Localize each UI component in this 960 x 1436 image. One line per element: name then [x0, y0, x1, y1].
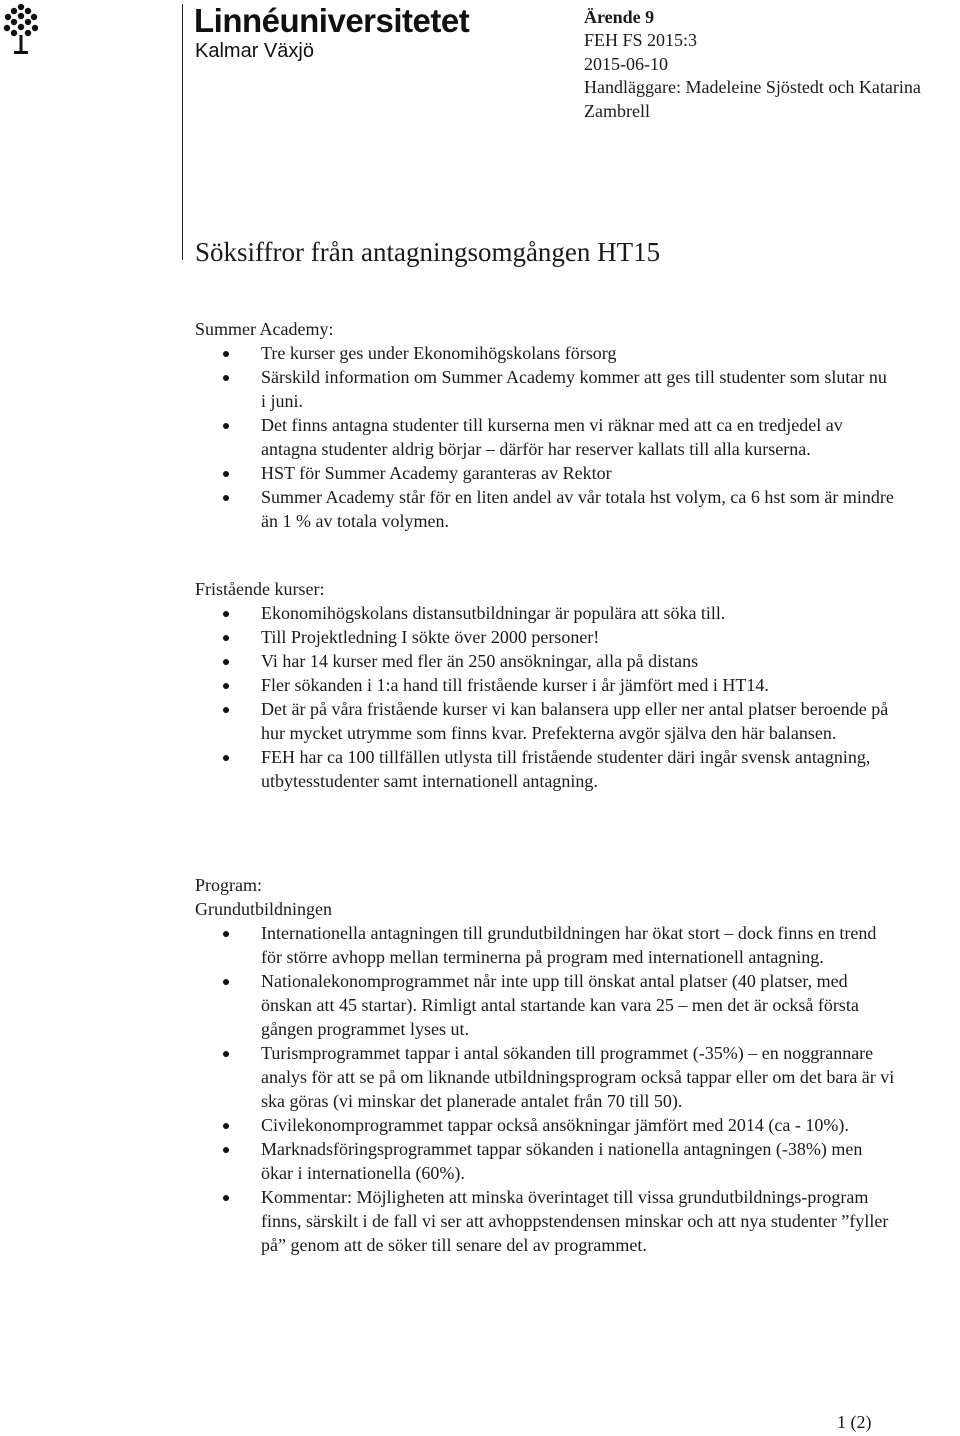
fristaende-kurser-list — [195, 601, 895, 793]
list-item: HST för Summer Academy garanteras av Rektor — [261, 461, 895, 485]
list-item: Kommentar: Möjligheten att minska överintaget till vissa grundutbildnings-program finns, särskilt i de fall vi ser att avhoppstendensen minskar och att nya studenter ”fyller på” genom att de söker till senare del av programmet. — [261, 1185, 895, 1257]
section-heading-summer-academy: Summer Academy: — [195, 319, 334, 339]
header-divider — [182, 4, 183, 260]
section-subheading-grundutbildningen: Grundutbildningen — [195, 899, 332, 919]
list-item: Summer Academy står för en liten andel av vår totala hst volym, ca 6 hst som är mindre än 1 % av totala volymen. — [261, 487, 894, 531]
document-body — [195, 317, 895, 1257]
list-item: Ekonomihögskolans distansutbildningar är populära att söka till. — [261, 601, 895, 625]
document-meta — [584, 6, 960, 123]
document-title: Söksiffror från antagningsomgången HT15 — [195, 237, 661, 267]
list-item: Särskild information om Summer Academy kommer att ges till studenter som slutar nu i juni. — [261, 365, 895, 413]
handlers: Handläggare: Madeleine Sjöstedt och Katarina Zambrell — [584, 77, 921, 121]
document-date: 2015-06-10 — [584, 53, 668, 74]
section-heading-fristaende-kurser: Fristående kurser: — [195, 579, 325, 599]
list-item: FEH har ca 100 tillfällen utlysta till fristående studenter däri ingår svensk antagning, utbytesstudenter samt internationell antagning. — [261, 745, 895, 793]
list-item: Det finns antagna studenter till kurserna men vi räknar med att ca en tredjedel av antagna studenter aldrig börjar – därför har reserver kallats till alla kurserna. — [261, 413, 895, 461]
list-item: Nationalekonomprogrammet når inte upp till önskat antal platser (40 platser, med önskan att 45 startar). Rimligt antal startande kan vara 25 – men det är också första gången programmet lyses ut. — [261, 969, 895, 1041]
university-logo-name: Linnéuniversitetet — [194, 2, 470, 39]
list-item: Internationella antagningen till grundutbildningen har ökat stort – dock finns en trend för större avhopp mellan terminerna på program med internationell antagning. — [261, 921, 895, 969]
list-item: Fler sökanden i 1:a hand till fristående kurser i år jämfört med i HT14. — [261, 673, 895, 697]
university-logo-tree — [2, 2, 40, 56]
page-number: 1 (2) — [837, 1412, 872, 1432]
list-item: Det är på våra fristående kurser vi kan balansera upp eller ner antal platser beroende på hur mycket utrymme som finns kvar. Prefekterna avgör själva den här balansen. — [261, 697, 895, 745]
agenda-item: Ärende 9 — [584, 7, 655, 27]
list-item: Marknadsföringsprogrammet tappar sökanden i nationella antagningen (-38%) men ökar i internationella (60%). — [261, 1137, 895, 1185]
list-item: Vi har 14 kurser med fler än 250 ansökningar, alla på distans — [261, 649, 895, 673]
list-item: Civilekonomprogrammet tappar också ansökningar jämfört med 2014 (ca - 10%). — [261, 1113, 895, 1137]
summer-academy-list — [195, 341, 895, 533]
list-item: Till Projektledning I sökte över 2000 personer! — [261, 625, 895, 649]
university-logo-cities: Kalmar Växjö — [195, 40, 314, 62]
list-item: Turismprogrammet tappar i antal sökanden till programmet (-35%) – en noggrannare analys för att se på om liknande utbildningsprogram också tappar eller om det bara är vi ska göras (vi minskar det planerade antalet från 70 till 50). — [261, 1043, 895, 1111]
reference-number: FEH FS 2015:3 — [584, 30, 698, 51]
list-item: Tre kurser ges under Ekonomihögskolans försorg — [261, 341, 895, 365]
section-heading-program: Program: — [195, 875, 262, 895]
program-list — [195, 921, 895, 1257]
